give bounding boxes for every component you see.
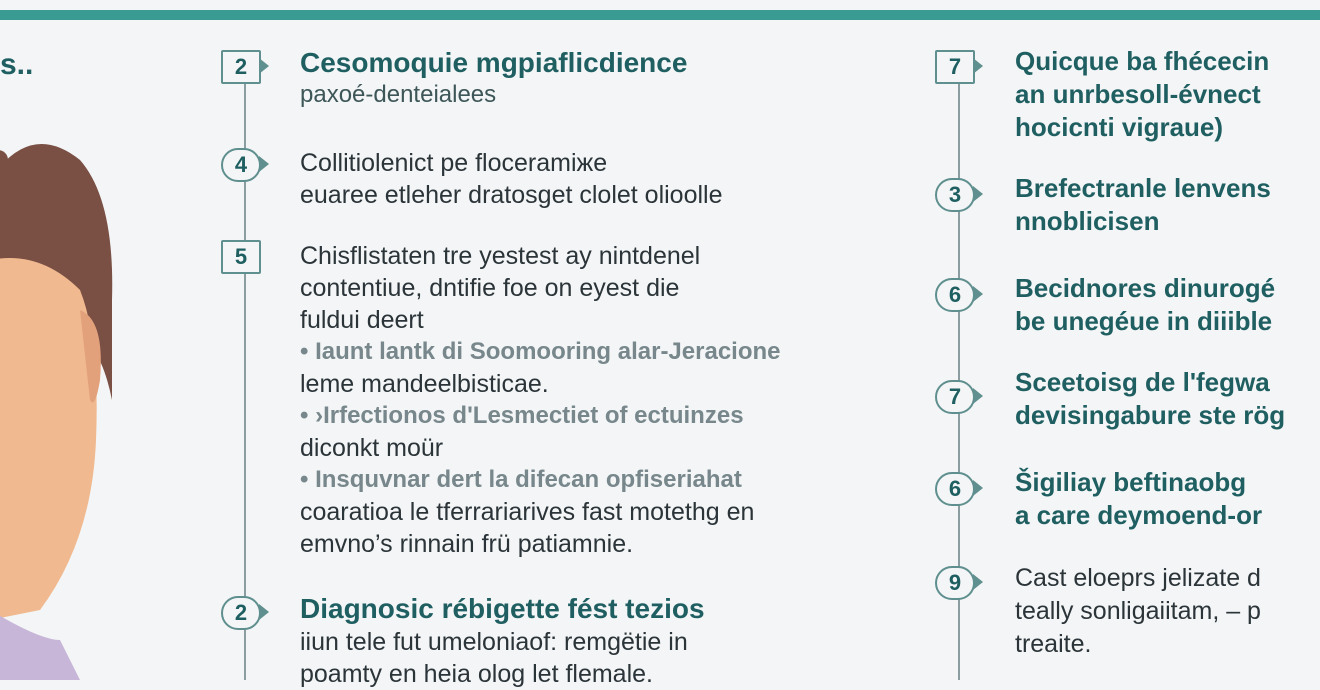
badge-pointer-icon xyxy=(259,604,269,620)
step-number: 6 xyxy=(948,282,962,307)
item-line: a care deymoend-or xyxy=(1015,500,1263,530)
right-item xyxy=(1015,172,1320,238)
step-number: 6 xyxy=(948,476,962,501)
badge-pointer-icon xyxy=(973,58,983,74)
badge-pointer-icon xyxy=(259,156,269,172)
middle-item xyxy=(300,46,890,110)
badge-pointer-icon xyxy=(973,286,983,302)
item-line: be unegéue in diiible xyxy=(1015,306,1273,336)
step-badge xyxy=(935,50,975,84)
item-line: euaree etleher dratosget clolet olioolle xyxy=(300,181,723,209)
item-line: treaite. xyxy=(1015,630,1092,658)
item-line: iiun tele fut umeloniaof: remgëtie in xyxy=(300,628,688,656)
item-line: Sceetoisg de l'fegwa xyxy=(1015,367,1270,397)
bullet-point: • ›Irfectionos d'Lesmectiet of ectuinzes xyxy=(300,400,900,432)
item-title: Diagnosic rébigette fést tezios xyxy=(300,593,705,624)
step-badge xyxy=(221,50,261,84)
step-number: 5 xyxy=(234,244,248,269)
top-accent-bar xyxy=(0,10,1320,20)
bullet-point: • Iaunt lantk di Soomooring alar-Jeracione xyxy=(300,336,900,368)
step-number: 2 xyxy=(234,600,248,625)
badge-pointer-icon xyxy=(973,480,983,496)
step-badge xyxy=(221,148,261,182)
right-item xyxy=(1015,562,1320,661)
badge-pointer-icon xyxy=(973,388,983,404)
item-line: Cast eloeprs jelizate d xyxy=(1015,564,1261,592)
bullet-continuation: leme mandeelbisticae. xyxy=(300,370,549,398)
badge-pointer-icon xyxy=(259,58,269,74)
badge-pointer-icon xyxy=(973,574,983,590)
right-item xyxy=(1015,366,1320,432)
item-line: Becidnores dinurogé xyxy=(1015,273,1276,303)
step-badge xyxy=(935,566,975,600)
item-subtitle: paxoé-denteialees xyxy=(300,81,497,108)
item-line: Collitiolenict pe floceramiже xyxy=(300,149,608,177)
item-line: fuldui deert xyxy=(300,306,424,334)
step-number: 9 xyxy=(948,570,962,595)
item-line: Chisflistaten tre yestest ay nintdenel xyxy=(300,242,701,270)
item-line: devisingabure ste rög xyxy=(1015,400,1286,430)
step-badge xyxy=(935,472,975,506)
step-badge xyxy=(935,380,975,414)
item-line: poamty en heia olog let flemale. xyxy=(300,660,653,688)
step-badge xyxy=(221,240,261,274)
item-line: teally sonligaiitam, – p xyxy=(1015,597,1261,625)
step-badge xyxy=(935,178,975,212)
middle-item xyxy=(300,592,900,690)
item-line: Quicque ba fhécecin xyxy=(1015,46,1270,76)
item-line: emvno’s rinnain frü patiamnie. xyxy=(300,530,634,558)
bullet-continuation: coaratioa le tferrariarives fast motethg en xyxy=(300,498,755,526)
corner-heading-fragment: s.. xyxy=(0,48,34,81)
step-number: 7 xyxy=(948,54,962,79)
middle-item xyxy=(300,147,890,211)
step-number: 7 xyxy=(948,384,962,409)
bullet-continuation: diconkt moür xyxy=(300,434,444,462)
step-badge xyxy=(935,278,975,312)
middle-item xyxy=(300,240,900,560)
step-badge xyxy=(221,596,261,630)
step-number: 2 xyxy=(234,54,248,79)
right-item xyxy=(1015,466,1320,532)
right-item xyxy=(1015,272,1320,338)
step-number: 3 xyxy=(948,182,962,207)
item-line: an unrbesoll-évnect xyxy=(1015,79,1261,109)
item-line: Šigiliay beftinaobg xyxy=(1015,467,1247,497)
item-line: contentiue, dntifie foe on eyest die xyxy=(300,274,680,302)
badge-pointer-icon xyxy=(973,186,983,202)
item-line: hocicnti vigraue) xyxy=(1015,112,1224,142)
item-title: Cesomoquie mgpiaflicdience xyxy=(300,47,688,78)
right-item xyxy=(1015,45,1320,144)
item-line: nnoblicisen xyxy=(1015,206,1160,236)
item-line: Brefectranle lenvens xyxy=(1015,173,1271,203)
bullet-point: • Insquvnar dert la difecan opfiseriahat xyxy=(300,464,900,496)
avatar xyxy=(0,140,120,680)
step-number: 4 xyxy=(234,152,248,177)
